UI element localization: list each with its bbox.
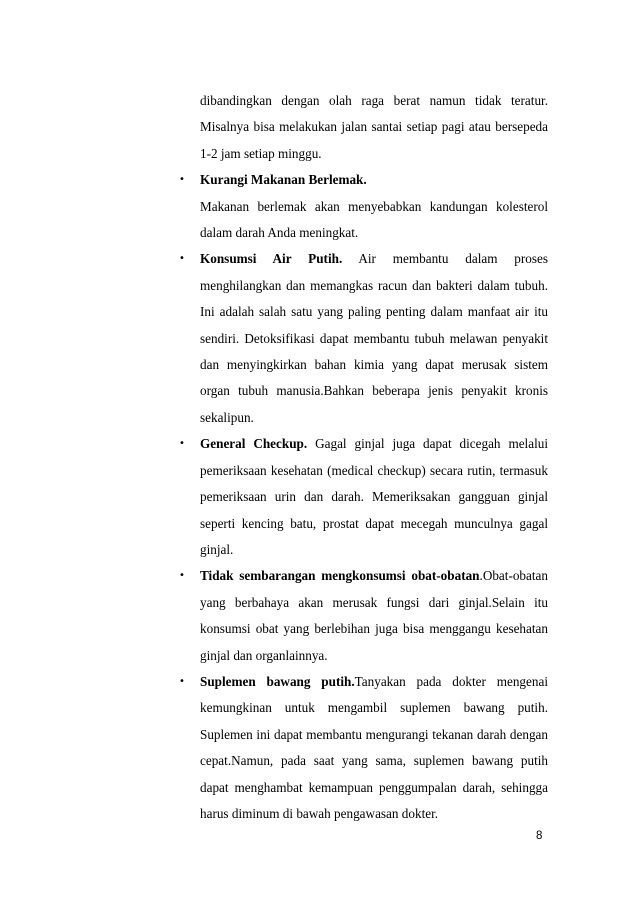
list-item xyxy=(179,167,548,246)
page-content xyxy=(179,88,548,827)
item-body: Tanyakan pada dokter mengenai kemungkinan untuk mengambil suplemen bawang putih. Suplemen ini dapat membantu mengurangi tekanan darah dengan cepat.Namun, pada saat yang sama, suplemen bawang putih dapat menghambat kemampuan penggumpalan darah, sehingga harus diminum di bawah pengawasan dokter. xyxy=(200,673,548,821)
item-title: Konsumsi Air Putih. xyxy=(200,251,343,267)
bullet-icon: • xyxy=(179,570,185,582)
bullet-icon: • xyxy=(179,174,185,186)
list-item xyxy=(179,246,548,431)
item-title: General Checkup. xyxy=(200,436,308,452)
item-body: Makanan berlemak akan menyebabkan kandungan kolesterol dalam darah Anda meningkat. xyxy=(200,198,548,241)
item-body: .Obat-obatan yang berbahaya akan merusak fungsi dari ginjal.Selain itu konsumsi obat yang berlebihan juga bisa menggangu kesehatan ginjal dan organlainnya. xyxy=(200,568,548,663)
item-title: Kurangi Makanan Berlemak. xyxy=(200,172,367,188)
list-item xyxy=(179,431,548,563)
list-item xyxy=(179,563,548,669)
page-number: 8 xyxy=(536,830,543,842)
item-title: Suplemen bawang putih. xyxy=(200,673,355,689)
bullet-icon: • xyxy=(179,675,185,687)
intro-paragraph: dibandingkan dengan olah raga berat namun tidak teratur. Misalnya bisa melakukan jalan santai setiap pagi atau bersepeda 1-2 jam setiap minggu. xyxy=(200,93,548,161)
bullet-icon: • xyxy=(179,438,185,450)
bullet-icon: • xyxy=(179,253,185,265)
item-body: Gagal ginjal juga dapat dicegah melalui pemeriksaan kesehatan (medical checkup) secara rutin, termasuk pemeriksaan urin dan darah. Memeriksakan gangguan ginjal seperti kencing batu, prostat dapat mecegah munculnya gagal ginjal. xyxy=(200,436,548,557)
list-item xyxy=(179,669,548,827)
item-title: Tidak sembarangan mengkonsumsi obat-obatan xyxy=(200,568,480,584)
item-body: Air membantu dalam proses menghilangkan dan memangkas racun dan bakteri dalam tubuh. Ini adalah salah satu yang paling penting dalam manfaat air itu sendiri. Detoksifikasi dapat membantu tubuh melawan penyakit dan menyingkirkan bahan kimia yang dapat merusak sistem organ tubuh manusia.Bahkan beberapa jenis penyakit kronis sekalipun. xyxy=(200,251,548,425)
